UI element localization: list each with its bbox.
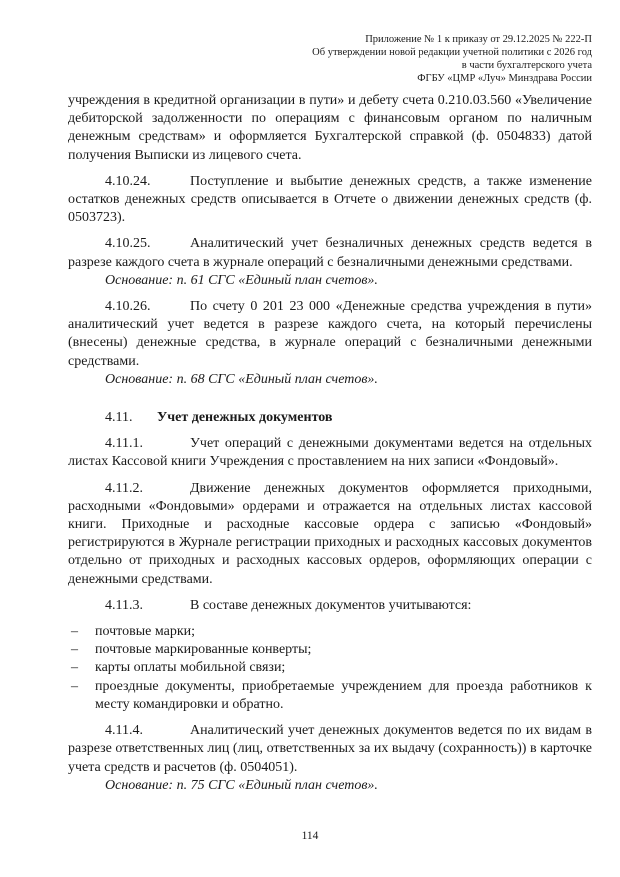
clause-4-11-4-text: Аналитический учет денежных документов ведется по их видам в разрезе ответственных лиц (лиц, ответственных за их выдачу (сохранность)) в карточке учета средств и расчетов (ф. 0504051). xyxy=(68,723,592,775)
clause-4-10-25-text: Аналитический учет безналичных денежных средств ведется в разрезе каждого счета в журнале операций с безналичными денежными средствами. xyxy=(68,236,592,270)
list-item xyxy=(68,678,592,714)
clause-4-10-25 xyxy=(68,235,592,290)
clause-4-10-26-text: По счету 0 201 23 000 «Денежные средства учреждения в пути» аналитический учет ведется в разрезе каждого счета, на который перечислены (внесены) денежные средства, в журнале операций с безналичными денежными средствами. xyxy=(68,299,592,369)
list-item-text: почтовые маркированные конверты; xyxy=(95,642,312,658)
money-documents-list xyxy=(68,623,592,714)
list-item-text: почтовые марки; xyxy=(95,624,195,640)
clause-4-11-4-basis: Основание: п. 75 СГС «Единый план счетов». xyxy=(105,777,378,793)
clause-4-11-1 xyxy=(68,435,592,471)
section-heading-4-11-title: Учет денежных документов xyxy=(157,410,333,426)
clause-4-11-2-text: Движение денежных документов оформляется приходными, расходными «Фондовыми» ордерами и отражается на отдельных листах кассовой книги. Приходные и расходные кассовые ордера с записью «Фондовый» регистрируются в Журнале регистрации приходных и расходных кассовых документов отдельно от приходных и расходных кассовых ордеров, оформляющих операции с денежными средствами. xyxy=(68,480,592,587)
list-dash-marker: – xyxy=(71,678,78,694)
clause-4-11-1-text: Учет операций с денежными документами ведется на отдельных листах Кассовой книги Учреждения с проставлением на них записи «Фондовый». xyxy=(68,436,592,470)
clause-4-10-25-number: 4.10.25. xyxy=(105,236,151,252)
clause-4-11-4-number: 4.11.4. xyxy=(105,723,143,739)
section-heading-4-11 xyxy=(68,409,592,427)
list-dash-marker: – xyxy=(71,624,78,640)
clause-4-10-25-basis: Основание: п. 61 СГС «Единый план счетов». xyxy=(105,272,378,288)
clause-4-11-3 xyxy=(68,597,592,615)
clause-4-11-2-number: 4.11.2. xyxy=(105,480,143,496)
list-item xyxy=(68,641,592,659)
clause-4-10-24-text: Поступление и выбытие денежных средств, а также изменение остатков денежных средств описывается в Отчете о движении денежных средств (ф. 0503723). xyxy=(68,173,592,226)
header-line-organization: ФГБУ «ЦМР «Луч» Минздрава России xyxy=(417,73,592,84)
header-line-accounting-part: в части бухгалтерского учета xyxy=(461,60,592,71)
list-item xyxy=(68,623,592,641)
clause-4-11-3-text: В составе денежных документов учитываются: xyxy=(190,597,472,613)
paragraph-continuation-text: учреждения в кредитной организации в пути» и дебету счета 0.210.03.560 «Увеличение дебиторской задолженности по операциям с финансовым органом по наличным денежным средствам» и оформляется Бухгалтерской справкой (ф. 0504833) датой получения Выписки из лицевого счета. xyxy=(68,93,592,163)
list-item-text: проездные документы, приобретаемые учреждением для проезда работников к месту командировки и обратно. xyxy=(95,678,592,712)
document-body xyxy=(68,92,592,803)
clause-4-10-26-number: 4.10.26. xyxy=(105,299,151,315)
clause-4-10-26 xyxy=(68,298,592,389)
clause-4-10-24-number: 4.10.24. xyxy=(105,173,151,189)
header-line-approval: Об утверждении новой редакции учетной политики с 2026 год xyxy=(312,47,592,58)
clause-4-11-1-number: 4.11.1. xyxy=(105,436,143,452)
clause-4-11-3-number: 4.11.3. xyxy=(105,597,143,613)
clause-4-10-24 xyxy=(68,173,592,228)
list-item-text: карты оплаты мобильной связи; xyxy=(95,660,286,676)
section-heading-4-11-number: 4.11. xyxy=(105,410,133,426)
document-header xyxy=(52,33,592,85)
header-line-appendix: Приложение № 1 к приказу от 29.12.2025 № 222-П xyxy=(365,34,592,45)
list-item xyxy=(68,659,592,677)
page-number: 114 xyxy=(301,830,319,842)
clause-4-10-26-basis: Основание: п. 68 СГС «Единый план счетов». xyxy=(105,371,378,387)
list-dash-marker: – xyxy=(71,642,78,658)
list-dash-marker: – xyxy=(71,660,78,676)
paragraph-continuation xyxy=(68,92,592,165)
clause-4-11-4 xyxy=(68,722,592,795)
clause-4-11-2 xyxy=(68,480,592,589)
